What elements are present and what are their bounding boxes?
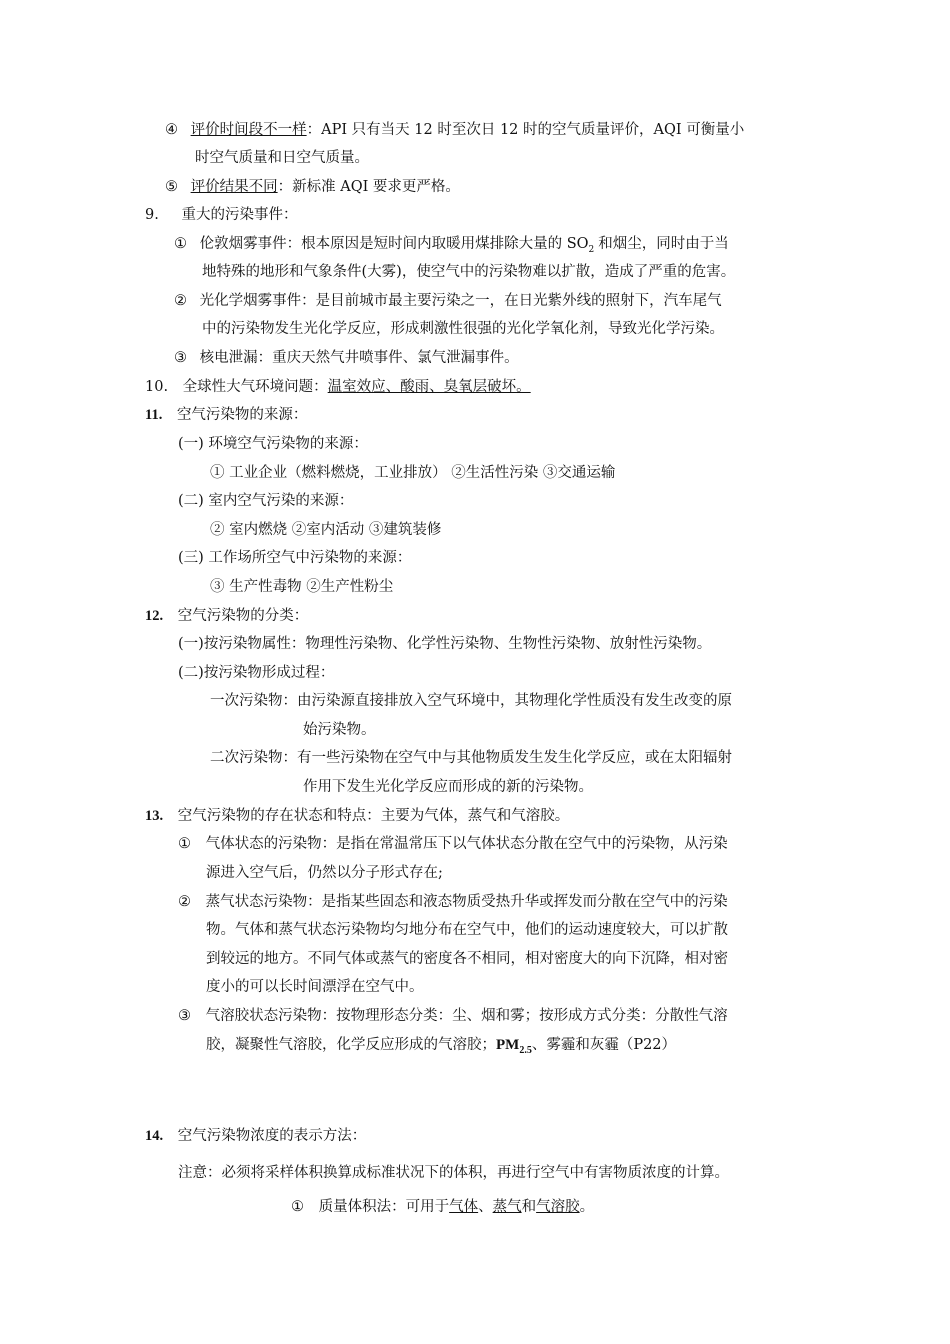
separator: 、: [478, 1199, 493, 1215]
section-11-heading: [145, 405, 307, 425]
section-13-heading: [145, 806, 569, 826]
item-marker: ①: [178, 836, 191, 852]
item-text: 气体状态的污染物：是指在常温常压下以气体状态分散在空气中的污染物，从污染: [205, 836, 728, 852]
primary-pollutant-definition: 一次污染物：由污染源直接排放入空气环境中，其物理化学性质没有发生改变的原: [210, 693, 732, 709]
item-text: 和烟尘，同时由于当: [598, 236, 729, 252]
item-marker: ①: [291, 1199, 304, 1215]
underlined-term: 气溶胶: [536, 1199, 580, 1215]
underlined-term: 评价时间段不一样: [190, 122, 307, 138]
section-number: 13.: [145, 808, 164, 824]
punctuation: 。: [579, 1199, 595, 1215]
item-text: 蒸气状态污染物：是指某些固态和液态物质受热升华或挥发而分散在空气中的污染: [205, 894, 728, 910]
item-5: [165, 177, 460, 197]
subsection-heading: (一)按污染物属性：物理性污染物、化学性污染物、生物性污染物、放射性污染物。: [178, 636, 712, 652]
item-text: 核电泄漏：重庆天然气井喷事件、氯气泄漏事件。: [199, 350, 519, 366]
underlined-term: 气体: [449, 1199, 479, 1215]
method-item-1: [291, 1197, 594, 1217]
section-12-heading: [145, 606, 308, 626]
item-text: 、雾霾和灰霾（P22）: [531, 1037, 677, 1053]
definition-continuation: 始污染物。: [303, 722, 376, 738]
item-continuation: [206, 1035, 676, 1055]
item-marker: ②: [174, 293, 187, 309]
section-number: 9.: [145, 207, 159, 223]
event-item-2-continuation: 中的污染物发生光化学反应，形成刺激性很强的光化学氧化剂，导致光化学污染。: [202, 321, 724, 337]
section-title: 重大的污染事件：: [181, 207, 298, 223]
event-item-3: [174, 348, 519, 368]
item-text: ：API 只有当天 12 时至次日 12 时的空气质量评价，AQI 可衡量小: [306, 122, 745, 138]
state-item-3: [178, 1006, 728, 1026]
item-text: 胶，凝聚性气溶胶，化学反应形成的气溶胶；: [206, 1037, 496, 1053]
item-marker: ②: [178, 894, 191, 910]
subsection-items: ③ 生产性毒物 ②生产性粉尘: [210, 579, 394, 595]
item-text: ：新标准 AQI 要求更严格。: [277, 179, 460, 195]
section-number: 12.: [145, 608, 164, 624]
section-10-heading: [145, 377, 531, 397]
underlined-term: 评价结果不同: [190, 179, 278, 195]
event-item-1: [174, 234, 729, 254]
item-marker: ①: [174, 236, 187, 252]
item-marker: ③: [178, 1008, 191, 1024]
item-text: 伦敦烟雾事件：根本原因是短时间内取暖用煤排除大量的 SO: [199, 236, 589, 252]
item-continuation: 源进入空气后，仍然以分子形式存在;: [206, 865, 443, 881]
secondary-pollutant-definition: 二次污染物：有一些污染物在空气中与其他物质发生发生化学反应，或在太阳辐射: [210, 750, 732, 766]
section-number: 14.: [145, 1128, 164, 1144]
item-text: 气溶胶状态污染物：按物理形态分类：尘、烟和雾；按形成方式分类：分散性气溶: [205, 1008, 728, 1024]
item-continuation: 到较远的地方。不同气体或蒸气的密度各不相同，相对密度大的向下沉降，相对密: [206, 951, 728, 967]
pm-subscript: 2.5: [519, 1045, 532, 1056]
event-item-2: [174, 291, 722, 311]
state-item-2: [178, 892, 728, 912]
subscript: 2: [588, 245, 595, 255]
section-title: 空气污染物的来源：: [176, 407, 308, 423]
item-marker: ③: [174, 350, 187, 366]
section-title: 全球性大气环境问题：: [182, 379, 328, 395]
definition-continuation: 作用下发生光化学反应而形成的新的污染物。: [303, 779, 593, 795]
note-text: 注意：必须将采样体积换算成标准状况下的体积，再进行空气中有害物质浓度的计算。: [178, 1165, 729, 1181]
item-4: [165, 120, 744, 140]
section-9-heading: [145, 205, 297, 225]
item-text: 光化学烟雾事件：是目前城市最主要污染之一，在日光紫外线的照射下，汽车尾气: [199, 293, 722, 309]
item-text: 质量体积法：可用于: [318, 1199, 450, 1215]
subsection-items: ② 室内燃烧 ②室内活动 ③建筑装修: [210, 522, 442, 538]
section-number: 10.: [145, 379, 169, 395]
pm-label: PM: [496, 1037, 520, 1053]
item-continuation: 物。气体和蒸气状态污染物均匀地分布在空气中，他们的运动速度较大，可以扩散: [206, 922, 728, 938]
item-marker: ④: [165, 122, 178, 138]
section-title: 空气污染物的分类：: [177, 608, 309, 624]
conjunction: 和: [521, 1199, 537, 1215]
section-title: 空气污染物的存在状态和特点：主要为气体，蒸气和气溶胶。: [177, 808, 570, 824]
subsection-heading: (二) 室内空气污染的来源：: [178, 493, 354, 509]
underlined-term: 蒸气: [492, 1199, 522, 1215]
section-14-heading: [145, 1126, 366, 1146]
state-item-1: [178, 834, 728, 854]
subsection-heading: (一) 环境空气污染物的来源：: [178, 436, 368, 452]
event-item-1-continuation: 地特殊的地形和气象条件(大雾)，使空气中的污染物难以扩散，造成了严重的危害。: [202, 264, 736, 280]
item-continuation: 度小的可以长时间漂浮在空气中。: [206, 979, 424, 995]
item-marker: ⑤: [165, 179, 178, 195]
item-4-continuation: 时空气质量和日空气质量。: [195, 150, 369, 166]
subsection-heading: (二)按污染物形成过程：: [178, 665, 335, 681]
subsection-items: ① 工业企业（燃料燃烧，工业排放） ②生活性污染 ③交通运输: [210, 465, 616, 481]
subsection-heading: (三) 工作场所空气中污染物的来源：: [178, 550, 412, 566]
section-number: 11.: [145, 407, 163, 423]
underlined-term: 温室效应、酸雨、臭氧层破坏。: [327, 379, 531, 395]
section-title: 空气污染物浓度的表示方法：: [177, 1128, 367, 1144]
